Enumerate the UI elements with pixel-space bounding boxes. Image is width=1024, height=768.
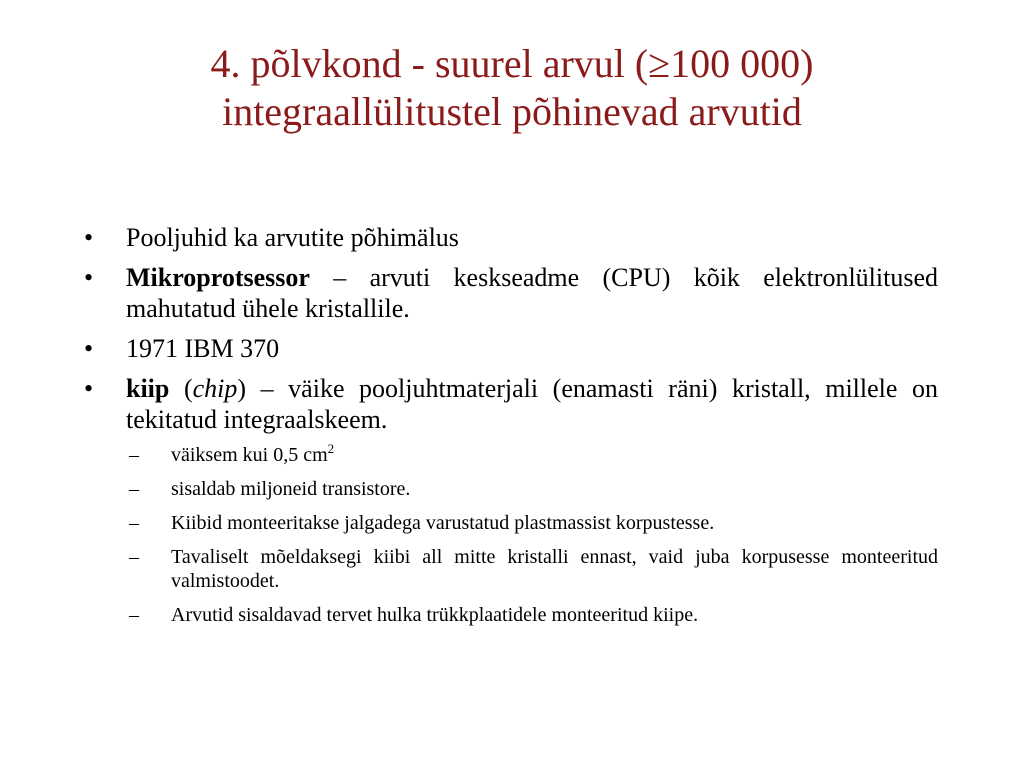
title-line-2: integraallülitustel põhinevad arvutid: [222, 89, 802, 134]
subbullet-text: väiksem kui 0,5 cm: [171, 444, 328, 466]
bullet-item: [84, 333, 938, 364]
bullet-text: 1971 IBM 370: [126, 334, 280, 363]
dash-icon: –: [129, 512, 139, 534]
dash-icon: –: [129, 604, 139, 626]
bullet-italic-term: chip: [192, 374, 238, 403]
bullet-text: – arvuti keskseadme (CPU) kõik elektronlülitused mahutatud ühele kristallile.: [126, 263, 938, 323]
bullet-item: [84, 222, 938, 253]
subbullet-item: [84, 545, 938, 593]
subbullet-text: Kiibid monteeritakse jalgadega varustatud plastmassist korpustesse.: [171, 512, 715, 534]
title-line-1: 4. põlvkond - suurel arvul (≥100 000): [210, 41, 814, 86]
bullet-paren-close: ): [237, 374, 247, 403]
superscript: 2: [327, 441, 335, 456]
bullet-icon: •: [84, 374, 94, 403]
bullet-term: kiip: [126, 374, 170, 403]
subbullet-text: Tavaliselt mõeldaksegi kiibi all mitte kristalli ennast, vaid juba korpusesse monteeritud valmistoodet.: [171, 546, 938, 592]
bullet-icon: •: [84, 263, 94, 292]
bullet-item: [84, 373, 938, 435]
slide-content: [84, 222, 938, 637]
dash-icon: –: [129, 444, 139, 466]
bullet-icon: •: [84, 334, 94, 363]
bullet-text: – väike pooljuhtmaterjali (enamasti räni) kristall, millele on tekitatud integraalskeem.: [126, 374, 938, 434]
slide-title: [60, 40, 964, 136]
subbullet-item: [84, 603, 938, 627]
bullet-text: Pooljuhid ka arvutite põhimälus: [126, 223, 459, 252]
dash-icon: –: [129, 546, 139, 568]
subbullet-item: [84, 511, 938, 535]
dash-icon: –: [129, 478, 139, 500]
bullet-icon: •: [84, 223, 94, 252]
subbullet-text: sisaldab miljoneid transistore.: [171, 478, 411, 500]
subbullet-item: [84, 443, 938, 467]
bullet-item: [84, 262, 938, 324]
bullet-paren-open: (: [169, 374, 193, 403]
subbullet-text: Arvutid sisaldavad tervet hulka trükkplaatidele monteeritud kiipe.: [171, 604, 699, 626]
subbullet-item: [84, 477, 938, 501]
bullet-term: Mikroprotsessor: [126, 263, 310, 292]
